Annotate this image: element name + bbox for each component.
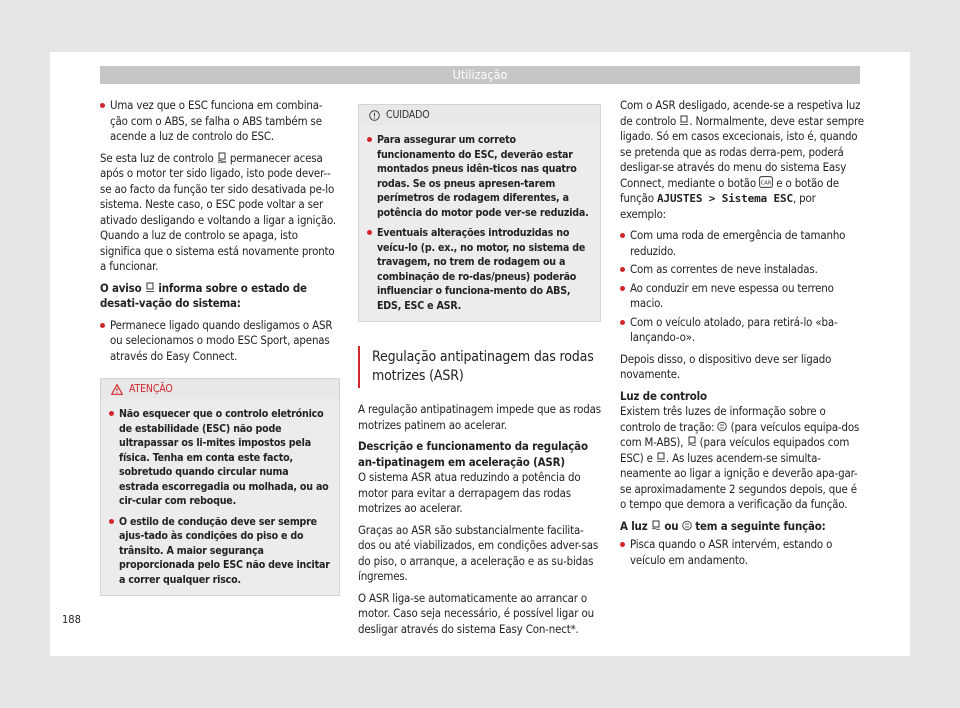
caution-box bbox=[358, 104, 601, 322]
subheading: O aviso informa sobre o estado de desati-vação do sistema: bbox=[100, 280, 307, 310]
paragraph: Existem três luzes de informação sobre o controlo de tração: (para veículos equipa-dos com M-ABS), (para veículos equipados com ESC) e . As luzes acendem-se simulta-neamente ao ligar a ignição e deverão apa-gar-se aproximadamente 2 segundos depois, que é o tempo que demora a verificação da função. bbox=[620, 404, 860, 511]
traction-control-icon bbox=[682, 520, 692, 531]
warning-header bbox=[101, 379, 339, 399]
paragraph: Uma vez que o ESC funciona em combina-ção com o ABS, se falha o ABS também se acende a luz de controlo do ESC. bbox=[100, 98, 340, 145]
caution-body bbox=[359, 125, 600, 321]
list-item: Com o veículo atolado, para retirá-lo «ba-lançando-o». bbox=[620, 315, 864, 346]
paragraph: O sistema ASR atua reduzindo a potência do motor para evitar a derrapagem das rodas motrizes ao acelerar. bbox=[358, 470, 581, 515]
list-item: Ao conduzir em neve espessa ou terreno macio. bbox=[620, 281, 864, 312]
column-3 bbox=[620, 98, 864, 574]
info-circle-icon bbox=[369, 110, 380, 121]
esc-icon bbox=[651, 520, 661, 531]
paragraph: Depois disso, o dispositivo deve ser ligado novamente. bbox=[620, 351, 832, 381]
list-item: Com as correntes de neve instaladas. bbox=[620, 262, 864, 278]
subheading: Luz de controlo bbox=[620, 388, 707, 403]
paragraph: O ASR liga-se automaticamente ao arrancar o motor. Caso seja necessário, é possível ligar ou desligar através do sistema Easy Con-nect*. bbox=[358, 590, 594, 636]
svg-text:CAR: CAR bbox=[760, 179, 772, 186]
list-item: Com uma roda de emergência de tamanho reduzido. bbox=[620, 228, 864, 259]
esc-off-icon bbox=[145, 282, 155, 293]
paragraph: Graças ao ASR são substancialmente facilita-dos ou até viabilizados, em condições adver-sas do piso, o arranque, a aceleração e as su-bidas íngremes. bbox=[358, 522, 599, 583]
warning-item: O estilo de condução deve ser sempre ajus-tado às condições do piso e do trânsito. A maior segurança proporcionada pelo ESC não deve incitar a correr qualquer risco. bbox=[109, 515, 331, 588]
warning-box bbox=[100, 378, 340, 596]
paragraph: A regulação antipatinagem impede que as rodas motrizes patinem ao acelerar. bbox=[358, 402, 601, 432]
column-2 bbox=[358, 100, 601, 643]
section-title: Regulação antipatinagem das rodas motrizes (ASR) bbox=[358, 346, 601, 388]
page-number: 188 bbox=[62, 613, 81, 626]
car-button-icon bbox=[759, 176, 773, 188]
asr-off-icon bbox=[656, 452, 666, 463]
caution-item: Eventuais alterações introduzidas no veícu-lo (p. ex., no motor, no sistema de travagem, no trem de rodagem ou a combinação de ro-das/pneus) poderão influenciar o funciona-mento do ABS, EDS, ESC e ASR. bbox=[367, 226, 592, 313]
subheading: Descrição e funcionamento da regulação an-tipatinagem em aceleração (ASR) bbox=[358, 439, 588, 469]
warning-triangle-icon bbox=[111, 384, 123, 395]
paragraph: Permanece ligado quando desligamos o ASR ou selecionamos o modo ESC Sport, apenas através do Easy Connect. bbox=[100, 318, 340, 365]
warning-body bbox=[101, 399, 339, 595]
paragraph: Com o ASR desligado, acende-se a respetiva luz de controlo . Normalmente, deve estar sempre ligado. Só em casos excecionais, isto é, quando se pretenda que as rodas derra-pem, poderá desligar-se através do menu do sistema Easy Connect, mediante o botão CAR e o botão de função AJUSTES > Sistema ESC, por exemplo: bbox=[620, 98, 864, 221]
page-header: Utilização bbox=[100, 66, 860, 84]
traction-control-icon bbox=[717, 421, 727, 432]
asr-off-icon bbox=[679, 115, 689, 126]
caution-header bbox=[359, 105, 600, 125]
warning-item: Não esquecer que o controlo eletrónico de estabilidade (ESC) não pode ultrapassar os li-mites impostos pela física. Tenha em conta este facto, sobretudo quando circular numa estrada escorregadia ou molhada, ou ao cir-cular com reboque. bbox=[109, 407, 331, 509]
esc-icon bbox=[687, 436, 697, 447]
caution-title: CUIDADO bbox=[386, 109, 430, 121]
caution-item: Para assegurar um correto funcionamento do ESC, deverão estar montados pneus idên-ticos nas quatro rodas. Se os pneus apresen-tarem perímetros de rodagem diferentes, a potência do motor pode ver-se reduzida. bbox=[367, 133, 592, 220]
paragraph: Se esta luz de controlo permanecer acesa após o motor ter sido ligado, isto pode dever--se ao facto da função ter sido desativada pe-lo sistema. Neste caso, o ESC pode voltar a ser ativado desligando e voltando a ligar a ignição. Quando a luz de controlo se apaga, isto significa que o sistema está novamente pronto a funcionar. bbox=[100, 150, 336, 273]
list-item: Pisca quando o ASR intervém, estando o veículo em andamento. bbox=[620, 537, 864, 568]
subheading: A luz ou tem a seguinte função: bbox=[620, 518, 826, 533]
column-1 bbox=[100, 98, 340, 596]
esc-warning-icon bbox=[217, 152, 227, 163]
warning-title: ATENÇÃO bbox=[129, 383, 173, 395]
